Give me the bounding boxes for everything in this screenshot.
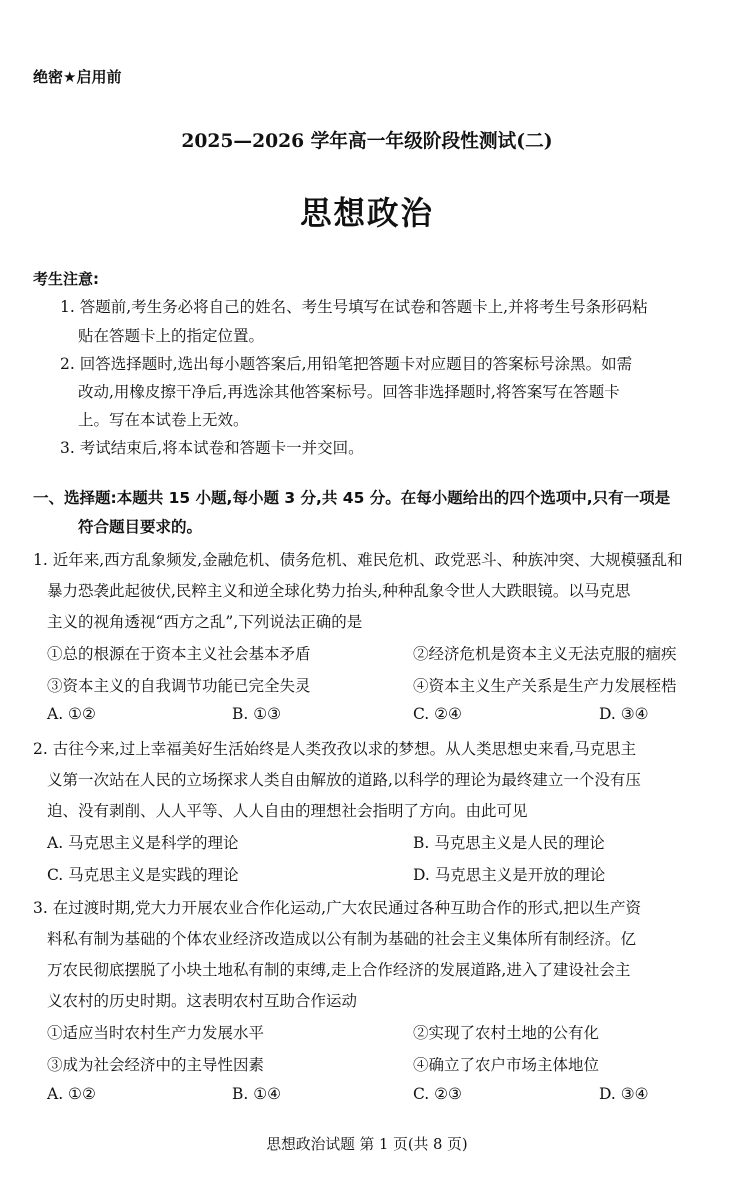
question-1-choice-b: B. ①③ [232, 705, 282, 723]
question-3-line: 万农民彻底摆脱了小块土地私有制的束缚,走上合作经济的发展道路,进入了建设社会主 [47, 961, 631, 979]
question-3-choice-a: A. ①② [47, 1085, 96, 1103]
notice-line: 改动,用橡皮擦干净后,再选涂其他答案标号。回答非选择题时,将答案写在答题卡 [78, 383, 620, 401]
section-heading-cont: 符合题目要求的。 [78, 518, 203, 536]
subject-title: 思想政治 [300, 194, 434, 232]
question-3-statement: ③成为社会经济中的主导性因素 [47, 1056, 265, 1074]
notice-line: 上。写在本试卷上无效。 [78, 411, 249, 429]
question-3-statement: ④确立了农户市场主体地位 [413, 1056, 600, 1074]
notice-line: 2. 回答选择题时,选出每小题答案后,用铅笔把答题卡对应题目的答案标号涂黑。如需 [60, 355, 633, 373]
question-2-choice-b: B. 马克思主义是人民的理论 [413, 834, 605, 852]
question-1-statement: ④资本主义生产关系是生产力发展桎梏 [413, 677, 677, 695]
question-2-line: 2. 古往今来,过上幸福美好生活始终是人类孜孜以求的梦想。从人类思想史来看,马克思主 [33, 740, 637, 758]
notice-heading: 考生注意: [33, 270, 99, 288]
question-1-choice-c: C. ②④ [413, 705, 462, 723]
question-1-choice-d: D. ③④ [599, 705, 649, 723]
question-2-choice-c: C. 马克思主义是实践的理论 [47, 866, 239, 884]
question-1-choice-a: A. ①② [47, 705, 96, 723]
question-3-statement: ②实现了农村土地的公有化 [413, 1024, 600, 1042]
question-2-choice-d: D. 马克思主义是开放的理论 [413, 866, 606, 884]
question-1-line: 主义的视角透视“西方之乱”,下列说法正确的是 [47, 613, 363, 631]
question-3-line: 料私有制为基础的个体农业经济改造成以公有制为基础的社会主义集体所有制经济。亿 [47, 930, 637, 948]
question-1-statement: ②经济危机是资本主义无法克服的痼疾 [413, 645, 677, 663]
question-1-line: 暴力恐袭此起彼伏,民粹主义和逆全球化势力抬头,种种乱象令世人大跌眼镜。以马克思 [47, 582, 631, 600]
page-footer: 思想政治试题 第 1 页(共 8 页) [266, 1135, 468, 1153]
question-2-choice-a: A. 马克思主义是科学的理论 [47, 834, 239, 852]
question-1-line: 1. 近年来,西方乱象频发,金融危机、债务危机、难民危机、政党恶斗、种族冲突、大规模骚乱和 [33, 551, 683, 569]
question-3-choice-b: B. ①④ [232, 1085, 282, 1103]
question-3-statement: ①适应当时农村生产力发展水平 [47, 1024, 265, 1042]
question-3-line: 义农村的历史时期。这表明农村互助合作运动 [47, 992, 358, 1010]
question-2-line: 迫、没有剥削、人人平等、人人自由的理想社会指明了方向。由此可见 [47, 802, 528, 820]
confidential-label: 绝密★启用前 [33, 68, 122, 86]
question-1-statement: ①总的根源在于资本主义社会基本矛盾 [47, 645, 311, 663]
question-1-statement: ③资本主义的自我调节功能已完全失灵 [47, 677, 311, 695]
question-3-choice-d: D. ③④ [599, 1085, 649, 1103]
notice-line: 1. 答题前,考生务必将自己的姓名、考生号填写在试卷和答题卡上,并将考生号条形码粘 [60, 298, 648, 316]
question-3-line: 3. 在过渡时期,党大力开展农业合作化运动,广大农民通过各种互助合作的形式,把以生产资 [33, 899, 641, 917]
exam-title: 2025—2026 学年高一年级阶段性测试(二) [181, 130, 553, 152]
notice-line: 贴在答题卡上的指定位置。 [78, 327, 265, 345]
section-heading: 一、选择题:本题共 15 小题,每小题 3 分,共 45 分。在每小题给出的四个选项中,只有一项是 [33, 489, 671, 507]
question-3-choice-c: C. ②③ [413, 1085, 462, 1103]
notice-line: 3. 考试结束后,将本试卷和答题卡一并交回。 [60, 439, 364, 457]
question-2-line: 义第一次站在人民的立场探求人类自由解放的道路,以科学的理论为最终建立一个没有压 [47, 771, 641, 789]
